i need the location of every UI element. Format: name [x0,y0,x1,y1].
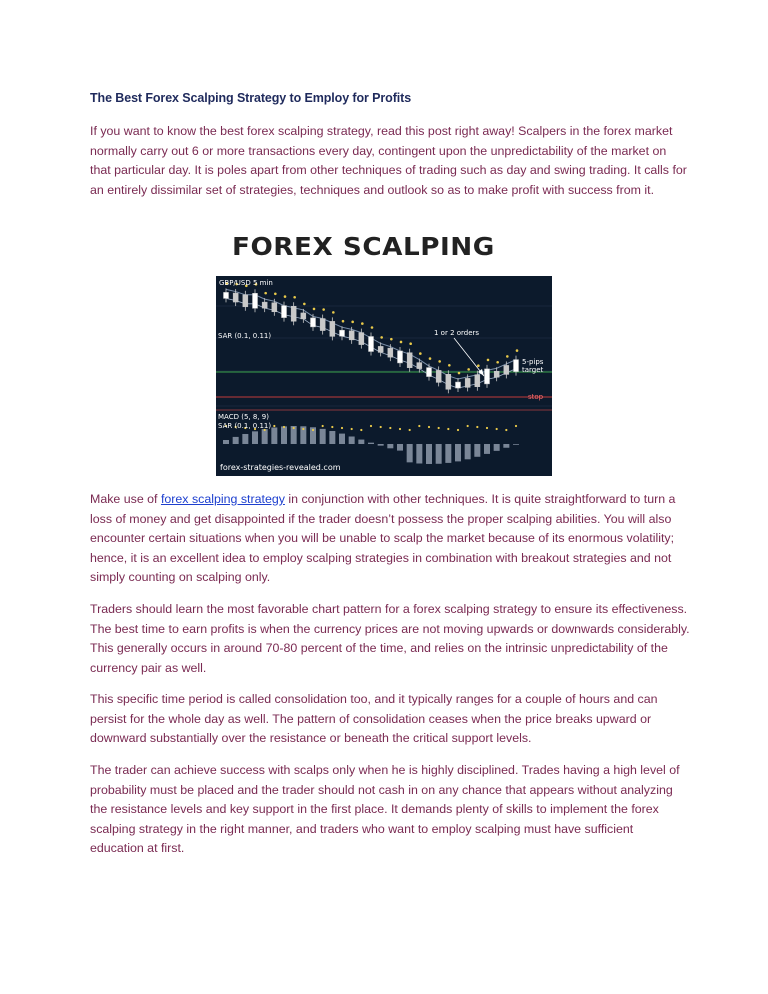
forex-scalping-figure [216,226,552,478]
candle-body [233,293,238,302]
sar-dot [516,349,519,352]
candle-body [330,321,335,336]
candle-body [311,318,316,327]
macd-sar-dot [293,427,295,429]
grid-lines [216,306,552,406]
macd-bar [378,444,384,446]
macd-sar-dot [380,426,382,428]
macd-bar [436,444,442,464]
macd-bar [368,443,374,444]
macd-bar [339,434,345,444]
candle-body [504,365,509,374]
consolidation-paragraph: This specific time period is called consolidation too, and it typically ranges for a couple of hours and can persist for the whole day as well. The pattern of consolidation ceases when the price breaks upward or downward substantially over the resistance or beneath the critical support levels. [90,692,658,746]
macd-sar-dot [273,425,275,427]
sar-dot [351,321,354,324]
macd-label: MACD (5, 8, 9) [218,413,269,421]
macd-bar [358,440,364,444]
macd-sar-dot [331,426,333,428]
macd-sar-dot [515,425,517,427]
macd-bar [455,444,461,461]
macd-bar [407,444,413,462]
sar-dot [477,364,480,367]
candle-body [456,382,461,388]
chart-svg [216,276,552,476]
macd-sar-dot [476,426,478,428]
macd-bar [252,431,258,444]
macd-sar-dot [457,429,459,431]
candle-body [446,374,451,389]
figure-title: FOREX SCALPING [232,232,495,261]
orders-label: 1 or 2 orders [434,329,480,337]
candle-body [291,306,296,321]
candle-body [388,348,393,357]
candle-body [378,346,383,352]
macd-bar [271,427,277,444]
macd-sar-dot [486,427,488,429]
sar-dot [419,352,422,355]
macd-bar [503,444,509,448]
sar-dot [332,311,335,314]
sar-dot [429,357,432,360]
sar-dot [438,360,441,363]
watermark: forex-strategies-revealed.com [220,463,341,472]
macd-bar [242,434,248,444]
macd-sar-dot [409,429,411,431]
macd-sar-dot [312,429,314,431]
macd-sar-dot [418,425,420,427]
candle-body [494,371,499,377]
sar-dot [458,372,461,375]
document-title: The Best Forex Scalping Strategy to Employ for Profits [90,91,412,105]
candle-body [359,333,364,345]
sar-dot [284,295,287,298]
macd-bar [513,444,519,445]
macd-bar [320,429,326,444]
macd-sar-dot [322,425,324,427]
macd-bar [397,444,403,451]
macd-bar [281,426,287,444]
sar-dot [313,308,316,311]
sar-label-bottom: SAR (0.1, 0.11) [218,422,272,430]
macd-bar [262,429,268,444]
sar-dot [303,303,306,306]
sar-dot [264,292,267,295]
macd-bar [494,444,500,451]
target-label: 5-pips target [522,358,544,374]
candle-body [349,331,354,340]
sar-dot [322,308,325,311]
macd-sar-dot [389,427,391,429]
strategy-paragraph: Make use of forex scalping strategy in conjunction with other techniques. It is quite straightforward to turn a loss of money and get disappointed if the trader doesn’t possess the proper scalping abilities. You will also encounter certain situations when you will be unable to scalp the market because of its enormous volatility; hence, it is an excellent idea to employ scalping strategies in combination with breakout strategies and not simply counting on scalping only. [90,492,676,585]
macd-sar-dot [399,428,401,430]
macd-sar-dot [496,428,498,430]
candle-body [475,375,480,387]
candle-body [465,378,470,387]
candle-body [407,353,412,368]
macd-sar-dot [283,426,285,428]
candle-body [272,303,277,312]
macd-bar [416,444,422,464]
macd-sar-dot [302,428,304,430]
sar-dot [371,326,374,329]
macd-bar [387,444,393,448]
candle-body [427,368,432,377]
sar-dot [496,361,499,364]
sar-dot [390,338,393,341]
macd-sar-dot [370,425,372,427]
sar-dot [467,368,470,371]
sar-dot [274,292,277,295]
candle-body [398,351,403,363]
candle-body [417,363,422,369]
macd-sar-dot [467,425,469,427]
macd-sar-dot [505,429,507,431]
candle-body [320,319,325,331]
sar-dot [487,359,490,362]
macd-sar-dot [360,429,362,431]
sar-dot [400,341,403,344]
candle-body [485,369,490,384]
macd-bar [223,440,229,444]
candle-body [253,293,258,308]
forex-scalping-strategy-link[interactable]: forex scalping strategy [160,492,285,506]
macd-bar [445,444,451,463]
macd-bar [474,444,480,457]
candles [224,288,519,393]
candle-body [262,302,267,308]
macd-sar-dot [351,428,353,430]
macd-bar [426,444,432,464]
macd-bar [484,444,490,454]
candle-body [282,306,287,318]
macd-area [223,425,519,464]
candle-body [301,313,306,319]
candle-body [436,370,441,382]
sar-dot [342,320,345,323]
macd-bar [349,436,355,444]
macd-bar [465,444,471,459]
sar-dot [380,336,383,339]
candle-body [224,292,229,298]
macd-bar [233,437,239,444]
macd-sar-dot [428,426,430,428]
sar-label-top: SAR (0.1, 0.11) [218,332,272,340]
sar-dot [293,296,296,299]
chart-pattern-paragraph: Traders should learn the most favorable chart pattern for a forex scalping strategy to ensure its effectiveness. The best time to earn profits is when the currency prices are not moving upwards or downwards considerably. This generally occurs in around 70-80 percent of the time, and relies on the intrinsic unpredictability of the currency pair as well. [90,602,690,675]
pair-label: GBP/USD 5 min [219,279,273,287]
candle-body [340,330,345,336]
macd-sar-dot [447,428,449,430]
level-lines [216,372,552,410]
discipline-paragraph: The trader can achieve success with scalps only when he is highly disciplined. Trades having a high level of probability must be placed and the trader should not cash in on any chance that appears without analyzing the resistance levels and key support in the first place. It demands plenty of skills to implement the forex scalping strategy in the right manner, and traders who want to employ scalping must have sufficient education at first. [90,763,680,856]
sar-dot [448,364,451,367]
sar-dot [506,355,509,358]
macd-sar-dot [438,427,440,429]
sar-dot [361,322,364,325]
sar-dot [409,342,412,345]
price-chart [216,276,552,476]
candle-body [514,360,519,372]
candle-body [243,295,248,307]
macd-bar [329,431,335,444]
intro-paragraph: If you want to know the best forex scalping strategy, read this post right away! Scalpers in the forex market normally carry out 6 or more transactions every day, contingent upon the unpredictability of the market on that particular day. It is poles apart from other techniques of trading such as day and swing trading. It calls for an entirely dissimilar set of strategies, techniques and outlook so as to make profit with success from it. [90,124,687,197]
macd-sar-dot [341,427,343,429]
candle-body [369,337,374,352]
stop-label: stop [528,393,544,401]
